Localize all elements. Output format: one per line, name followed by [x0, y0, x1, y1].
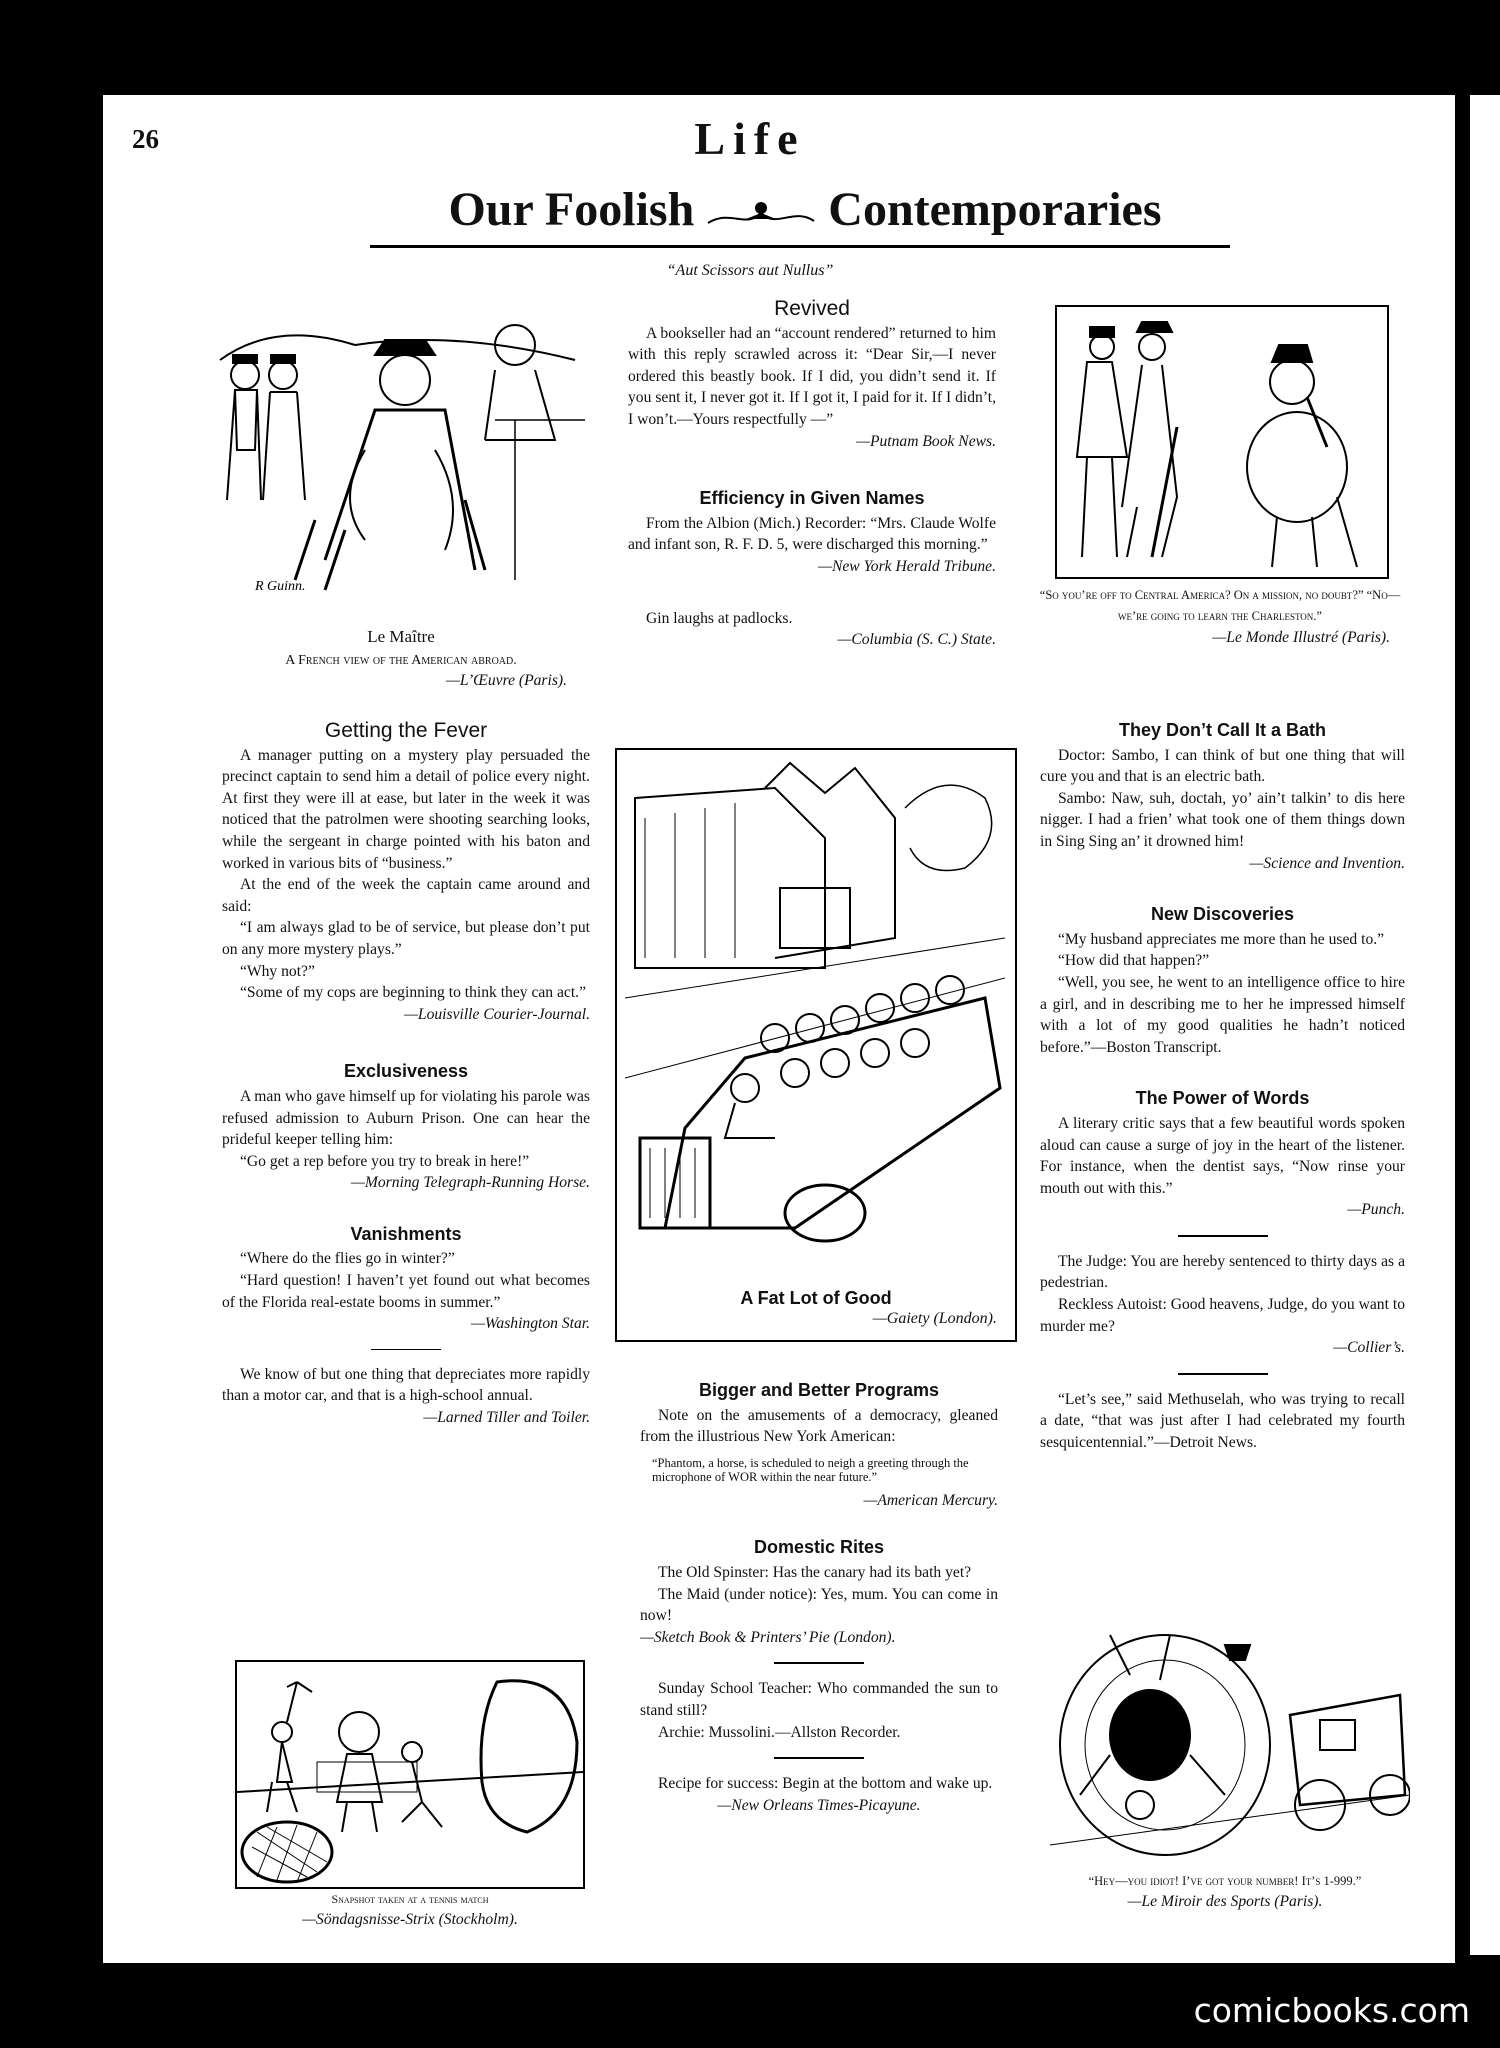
- fat-lot-source: —Gaiety (London).: [872, 1310, 997, 1327]
- column-1-text: [222, 720, 590, 1429]
- bath-paragraph-1: Doctor: Sambo, I can think of but one thing that will cure you and that is an electric bath.: [1040, 746, 1405, 786]
- bigger-quote: “Phantom, a horse, is scheduled to neigh a greeting through the microphone of WOR within the near future.”: [652, 1455, 969, 1484]
- power-source: —Punch.: [1347, 1201, 1405, 1219]
- gin-paragraph: Gin laughs at padlocks.: [646, 609, 793, 627]
- domestic-source: —Sketch Book & Printers’ Pie (London).: [640, 1628, 896, 1646]
- domestic-title: Domestic Rites: [753, 1537, 885, 1558]
- exclusiveness-source: —Morning Telegraph-Running Horse.: [351, 1174, 590, 1192]
- page-number: 26: [132, 124, 159, 154]
- efficiency-source: —New York Herald Tribune.: [818, 557, 996, 575]
- cartoon-caption: A French view of the American abroad.: [285, 652, 517, 668]
- sunday-answer: Archie: Mussolini.—Allston Recorder.: [658, 1723, 901, 1741]
- vanishments-paragraph-2: “Hard question! I haven’t yet found out what becomes of the Florida real-estate booms in summer.”: [222, 1272, 590, 1311]
- column-2-top: [628, 298, 996, 651]
- fat-lot-cartoon: [625, 758, 1005, 1248]
- fever-paragraph-5: “Some of my cops are beginning to think they can act.”: [240, 984, 586, 1002]
- domestic-paragraph-1: The Old Spinster: Has the canary had its bath yet?: [658, 1563, 972, 1581]
- charleston-caption-block: [1030, 585, 1410, 649]
- accident-source: —Le Miroir des Sports (Paris).: [1127, 1893, 1323, 1910]
- tennis-caption: Snapshot taken at a tennis match: [331, 1892, 489, 1906]
- motor-accident-cartoon: [1050, 1625, 1410, 1865]
- tennis-source: —Söndagsnisse-Strix (Stockholm).: [302, 1911, 518, 1928]
- charleston-caption: “So you’re off to Central America? On a mission, no doubt?” “No—we’re going to learn the Charleston.”: [1039, 588, 1401, 623]
- watermark: comicbooks.com: [1193, 1991, 1470, 2030]
- separator: [774, 1662, 864, 1664]
- judge-source: —Collier’s.: [1333, 1339, 1405, 1357]
- annual-paragraph: We know of but one thing that depreciates more rapidly than a motor car, and that is a high-school annual.: [222, 1365, 590, 1405]
- artist-signature: R Guinn.: [255, 579, 306, 594]
- column-3-text: [1040, 720, 1405, 1454]
- revived-paragraph: A bookseller had an “account rendered” returned to him with this reply scrawled across it: “Dear Sir,—I never ordered this beastly book. If I did, you didn’t send it. If you sent it, I never got it. If I got it, I paid for it. If I didn’t, I won’t.—Yours respectfully —”: [628, 324, 996, 428]
- motto: “Aut Scissors aut Nullus”: [666, 262, 834, 279]
- column-1-captions: [215, 626, 587, 691]
- exclusiveness-paragraph-1: A man who gave himself up for violating his parole was refused admission to Auburn Prison. One can hear the prideful keeper telling him:: [222, 1087, 590, 1149]
- accident-caption-block: [1035, 1872, 1415, 1913]
- bath-paragraph-2: Sambo: Naw, suh, doctah, yo’ ain’t talkin’ to dis here nigger. I had a frien’ what took one of them things down in Sing Sing an’ it drowned him!: [1040, 789, 1405, 850]
- cherub-ornament: [706, 199, 816, 229]
- methuselah-paragraph: “Let’s see,” said Methuselah, who was trying to recall a date, “that was just after I had celebrated my fourth sesquicentennial.”—Detroit News.: [1040, 1390, 1405, 1452]
- le-maitre-cartoon: [215, 300, 585, 600]
- bigger-paragraph: Note on the amusements of a democracy, gleaned from the illustrious New York American:: [640, 1406, 998, 1446]
- domestic-paragraph-2: The Maid (under notice): Yes, mum. You can come in now!: [640, 1585, 998, 1625]
- exclusiveness-title: Exclusiveness: [343, 1061, 469, 1082]
- sunday-paragraph: Sunday School Teacher: Who commanded the sun to stand still?: [640, 1680, 998, 1719]
- cartoon-caption-title: Le Maître: [367, 627, 435, 646]
- separator: [774, 1757, 864, 1759]
- fever-paragraph-1: A manager putting on a mystery play persuaded the precinct captain to send him a detail of police every night. At first they were ill at ease, but later in the week it was noticed that the patrolmen were shooting searching looks, while the sergeant in charge pointed with his baton and worked in various bits of “business.”: [222, 746, 590, 872]
- judge-paragraph-2: Reckless Autoist: Good heavens, Judge, do you want to murder me?: [1040, 1296, 1405, 1335]
- tennis-caption-block: [225, 1890, 595, 1931]
- fever-title: Getting the Fever: [324, 719, 488, 742]
- cartoon-source: —L’Œuvre (Paris).: [446, 671, 567, 689]
- discoveries-paragraph-3: “Well, you see, he went to an intelligence office to hire a girl, and in describing me to her he impressed himself with a lot of my good qualities he hadn’t noticed before.”—Boston Transcript.: [1040, 973, 1405, 1056]
- gin-source: —Columbia (S. C.) State.: [837, 631, 996, 649]
- recipe-source: —New Orleans Times-Picayune.: [717, 1796, 921, 1814]
- fever-paragraph-2: At the end of the week the captain came around and said:: [222, 876, 590, 915]
- separator: [1178, 1373, 1268, 1375]
- vanishments-paragraph-1: “Where do the flies go in winter?”: [240, 1250, 455, 1268]
- power-title: The Power of Words: [1135, 1088, 1310, 1109]
- fever-source: —Louisville Courier-Journal.: [404, 1005, 590, 1023]
- discoveries-paragraph-2: “How did that happen?”: [1058, 952, 1210, 970]
- revived-title: Revived: [774, 297, 850, 320]
- department-title: [370, 182, 1240, 237]
- efficiency-paragraph: From the Albion (Mich.) Recorder: “Mrs. Claude Wolfe and infant son, R. F. D. 5, were discharged this morning.”: [628, 514, 996, 554]
- judge-paragraph-1: The Judge: You are hereby sentenced to thirty days as a pedestrian.: [1040, 1252, 1405, 1292]
- title-rule: [370, 245, 1230, 248]
- fever-paragraph-4: “Why not?”: [240, 962, 315, 980]
- fat-lot-cartoon-frame: [615, 748, 1017, 1342]
- charleston-cartoon: [1055, 305, 1389, 579]
- discoveries-paragraph-1: “My husband appreciates me more than he used to.”: [1058, 930, 1385, 948]
- recipe-paragraph: Recipe for success: Begin at the bottom and wake up.: [658, 1775, 993, 1793]
- magazine-title: Life: [694, 113, 806, 164]
- vanishments-source: —Washington Star.: [470, 1315, 590, 1333]
- fat-lot-caption: A Fat Lot of Good: [740, 1288, 892, 1308]
- discoveries-title: New Discoveries: [1150, 904, 1295, 925]
- department-title-left: Our Foolish: [448, 183, 695, 236]
- revived-source: —Putnam Book News.: [856, 432, 996, 450]
- annual-source: —Larned Tiller and Toiler.: [423, 1409, 590, 1427]
- separator: [371, 1349, 441, 1350]
- department-title-right: Contemporaries: [828, 183, 1162, 236]
- tennis-cartoon: [235, 1660, 585, 1889]
- fever-paragraph-3: “I am always glad to be of service, but please don’t put on any more mystery plays.”: [222, 919, 590, 958]
- separator: [1178, 1235, 1268, 1237]
- exclusiveness-paragraph-2: “Go get a rep before you try to break in here!”: [240, 1152, 530, 1170]
- next-page-edge: [1466, 95, 1500, 1955]
- vanishments-title: Vanishments: [350, 1223, 462, 1244]
- charleston-source: —Le Monde Illustré (Paris).: [1212, 629, 1390, 646]
- efficiency-title: Efficiency in Given Names: [699, 488, 925, 509]
- column-2-bottom: [640, 1380, 998, 1816]
- power-paragraph: A literary critic says that a few beautiful words spoken aloud can cause a surge of joy in the heart of the listener. For instance, when the dentist says, “Now rinse your mouth out with this.”: [1040, 1114, 1405, 1197]
- bath-title: They Don’t Call It a Bath: [1118, 720, 1327, 740]
- bigger-title: Bigger and Better Programs: [698, 1380, 940, 1400]
- bigger-source: —American Mercury.: [863, 1491, 998, 1509]
- accident-caption: “Hey—you idiot! I’ve got your number! It’s 1-999.”: [1088, 1874, 1362, 1888]
- bath-source: —Science and Invention.: [1249, 854, 1405, 872]
